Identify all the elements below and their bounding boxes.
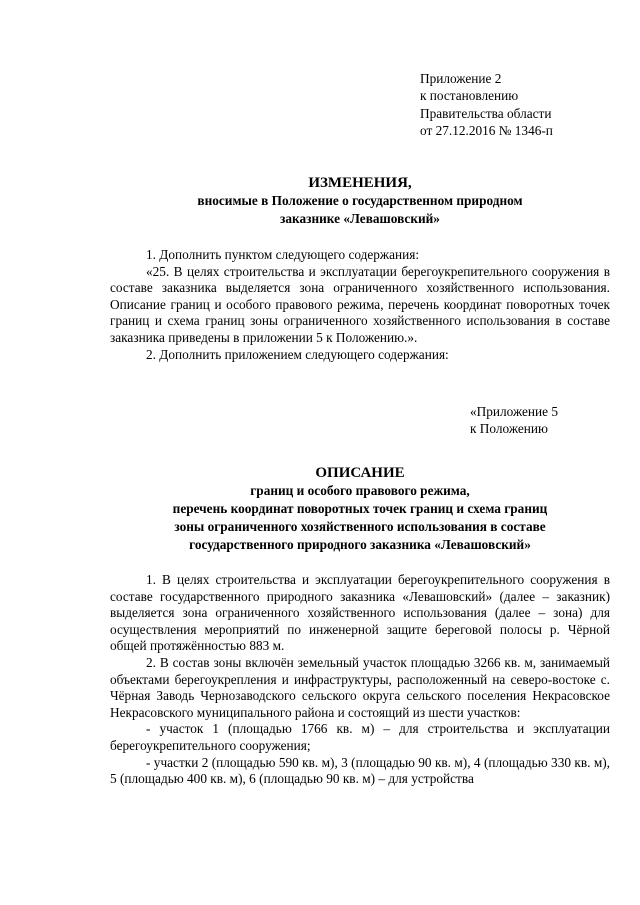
appendix-2-header (420, 70, 553, 140)
appendix-5-line: «Приложение 5 (470, 404, 558, 419)
description-title-line: зоны ограниченного хозяйственного использования в составе (174, 519, 546, 534)
paragraph: 1. Дополнить пунктом следующего содержания: (146, 247, 420, 262)
description-title (110, 464, 610, 554)
paragraph: - участки 2 (площадью 590 кв. м), 3 (площадью 90 кв. м), 4 (площадью 330 кв. м), 5 (площадью 400 кв. м), 6 (площадью 90 кв. м) – для устройства (110, 754, 610, 787)
description-title-main: ОПИСАНИЕ (315, 465, 405, 481)
appendix-2-line: к постановлению (420, 88, 519, 104)
changes-title-line: вносимые в Положение о государственном природном (197, 193, 523, 208)
appendix-2-line: Приложение 2 (420, 71, 502, 86)
paragraph: 2. Дополнить приложением следующего содержания: (146, 346, 449, 362)
appendix-2-line: Правительства области (420, 105, 552, 121)
description-title-line: государственного природного заказника «Левашовский» (189, 537, 531, 552)
paragraph: «25. В целях строительства и эксплуатации берегоукрепительного сооружения в составе заказника выделяется зона ограниченного хозяйственного использования. Описание границ и особого правового режима, перечень координат поворотных точек границ и схема границ зоны ограниченного хозяйственного использования в составе заказника приведены в приложении 5 к Положению.». (110, 263, 610, 345)
paragraph: 2. В состав зоны включён земельный участок площадью 3266 кв. м, занимаемый объектами берегоукрепления и инфраструктуры, расположенный на северо-востоке с. Чёрная Заводь Чернозаводского сельского округа сельского поселения Некрасовское Некрасовского муниципального района и состоящий из шести участков: (110, 654, 610, 720)
changes-title-line: заказнике «Левашовский» (280, 211, 440, 226)
appendix-2-line: от 27.12.2016 № 1346-п (420, 123, 553, 139)
section-2 (110, 572, 610, 788)
description-title-line: перечень координат поворотных точек границ и схема границ (172, 501, 548, 516)
changes-title (110, 174, 610, 228)
paragraph: - участок 1 (площадью 1766 кв. м) – для строительства и эксплуатации берегоукрепительного сооружения; (110, 721, 610, 753)
changes-title-main: ИЗМЕНЕНИЯ, (308, 175, 412, 191)
description-title-line: границ и особого правового режима, (250, 483, 470, 498)
paragraph: 1. В целях строительства и эксплуатации берегоукрепительного сооружения в составе государственного природного заказника «Левашовский» (далее – заказник) выделяется зона ограниченного хозяйственного использования (далее – зона) для осуществления мероприятий по инженерной защите береговой полосы р. Чёрной общей протяжённостью 883 м. (110, 572, 610, 654)
section-1 (110, 247, 610, 363)
appendix-5-header (470, 403, 558, 438)
appendix-5-line: к Положению (470, 421, 548, 437)
